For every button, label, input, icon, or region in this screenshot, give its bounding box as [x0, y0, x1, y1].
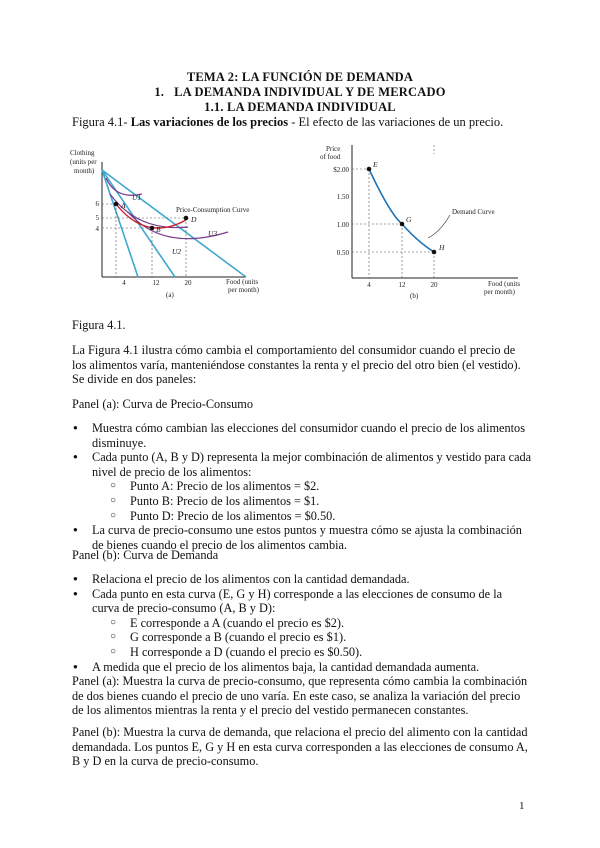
heading-subsection: 1.1. LA DEMANDA INDIVIDUAL — [204, 100, 396, 114]
fig-b-ylabel-1: Price — [326, 145, 341, 153]
fig-a-ylabel-1: Clothing — [70, 149, 95, 157]
panel-a-list — [72, 421, 532, 552]
heading-title: TEMA 2: LA FUNCIÓN DE DEMANDA — [186, 70, 414, 84]
fig-a-label-u3: U3 — [208, 229, 218, 238]
fig-a-ytick-6: 6 — [95, 200, 99, 208]
fig-b-label-e: E — [373, 160, 378, 169]
fig-a-xtick-4: 4 — [122, 279, 126, 287]
fig-b-point-g — [400, 222, 405, 227]
fig-b-xtick-4: 4 — [367, 281, 371, 289]
fig-b-ytick-1: 1.00 — [336, 221, 349, 229]
fig-a-ylabel-2: (units per — [70, 158, 97, 166]
fig-a-budget-line-3 — [102, 170, 246, 277]
list-subitem: ○ H corresponde a D (cuando el precio es $0.50). — [110, 645, 532, 660]
figure-reference: Figura 4.1. — [72, 318, 126, 332]
fig-a-point-b — [150, 226, 155, 231]
panel-b-list — [72, 572, 532, 674]
list-item: ● Muestra cómo cambian las elecciones del consumidor cuando el precio de los alimentos disminuye. — [72, 421, 532, 450]
caption-rest: - El efecto de las variaciones de un precio. — [288, 115, 504, 129]
fig-b-xlabel-2: per month) — [484, 288, 515, 296]
fig-b-curve-label: Demand Curve — [452, 208, 495, 216]
list-subitem: ○ Punto B: Precio de los alimentos = $1. — [110, 494, 532, 509]
list-item: ● A medida que el precio de los alimentos baja, la cantidad demandada aumenta. — [72, 660, 532, 675]
fig-b-label-g: G — [406, 215, 412, 224]
list-subitem: ○ E corresponde a A (cuando el precio es $2). — [110, 616, 532, 631]
caption-bold: Las variaciones de los precios — [130, 115, 289, 129]
fig-a-point-a — [114, 202, 119, 207]
fig-b-ytick-2: $2.00 — [333, 166, 349, 174]
intro-paragraph: La Figura 4.1 ilustra cómo cambia el comportamiento del consumidor cuando el precio de los alimentos varía, manteniéndose constantes la renta y el precio del otro bien (el vestido). Se divide en dos paneles: — [72, 343, 521, 387]
fig-b-point-e — [367, 167, 372, 172]
fig-b-xlabel-1: Food (units — [488, 280, 521, 288]
fig-a-label-b: B — [156, 225, 161, 234]
fig-a-ytick-5: 5 — [95, 214, 99, 222]
fig-b-arrow — [428, 215, 450, 238]
panel-b-title: Panel (b): Curva de Demanda — [72, 548, 219, 562]
list-subitem: ○ Punto A: Precio de los alimentos = $2. — [110, 479, 532, 494]
list-item: ● La curva de precio-consumo une estos puntos y muestra cómo se ajusta la combinación de bienes cuando el precio de los alimentos cambia. — [72, 523, 532, 552]
figure-b-demand-curve — [318, 142, 533, 302]
page-number: 1 — [519, 800, 525, 812]
heading-section: 1. LA DEMANDA INDIVIDUAL Y DE MERCADO — [154, 85, 446, 99]
fig-b-ylabel-2: of food — [320, 153, 341, 161]
fig-a-pcc-label: Price-Consumption Curve — [176, 206, 250, 214]
fig-a-xlabel-1: Food (units — [226, 278, 259, 286]
fig-b-label-h: H — [439, 243, 445, 252]
list-subitem: ○ Punto D: Precio de los alimentos = $0.50. — [110, 509, 532, 524]
fig-a-label-d: D — [191, 215, 197, 224]
fig-a-label-u2: U2 — [172, 247, 182, 256]
fig-a-budget-line-1 — [102, 170, 138, 277]
panel-a-title: Panel (a): Curva de Precio-Consumo — [72, 397, 253, 411]
fig-a-xtick-12: 12 — [152, 279, 160, 287]
figure-caption — [72, 115, 503, 130]
fig-a-label-a: A — [121, 201, 126, 210]
summary-panel-a: Panel (a): Muestra la curva de precio-consumo, que representa cómo cambia la combinación de dos bienes cuando el precio de uno varía. En este caso, se analiza la variación del precio de los alimentos mientras la renta y el precio del vestido permanecen constantes. — [72, 674, 528, 718]
fig-a-ytick-4: 4 — [95, 225, 99, 233]
list-subitem: ○ G corresponde a B (cuando el precio es $1). — [110, 630, 532, 645]
list-item: ● Relaciona el precio de los alimentos con la cantidad demandada. — [72, 572, 532, 587]
fig-b-panel-label: (b) — [410, 292, 419, 300]
fig-a-label-u1: U1 — [132, 193, 142, 202]
fig-a-xtick-20: 20 — [184, 279, 192, 287]
fig-b-ytick-050: 0.50 — [336, 249, 349, 257]
fig-a-panel-label: (a) — [166, 291, 174, 299]
fig-a-xlabel-2: per month) — [228, 286, 259, 294]
caption-prefix: Figura 4.1- — [72, 115, 131, 129]
list-item: ● Cada punto (A, B y D) representa la mejor combinación de alimentos y vestido para cada nivel de precio de los alimentos: — [72, 450, 532, 479]
fig-b-xtick-12: 12 — [398, 281, 406, 289]
list-item: ● Cada punto en esta curva (E, G y H) corresponde a las elecciones de consumo de la curva de precio-consumo (A, B y D): — [72, 587, 532, 616]
fig-b-demand-curve-line — [369, 169, 434, 252]
fig-a-point-d — [184, 216, 189, 221]
fig-a-ylabel-3: month) — [74, 167, 95, 175]
fig-b-point-h — [432, 250, 437, 255]
fig-b-ytick-150: 1.50 — [336, 193, 349, 201]
fig-b-xtick-20: 20 — [430, 281, 438, 289]
summary-panel-b: Panel (b): Muestra la curva de demanda, que relaciona el precio del alimento con la cantidad demandada. Los puntos E, G y H en esta curva corresponden a las elecciones de consumo A, B y D en la curva de precio-consumo. — [72, 725, 528, 769]
figure-a-price-consumption — [68, 142, 313, 302]
